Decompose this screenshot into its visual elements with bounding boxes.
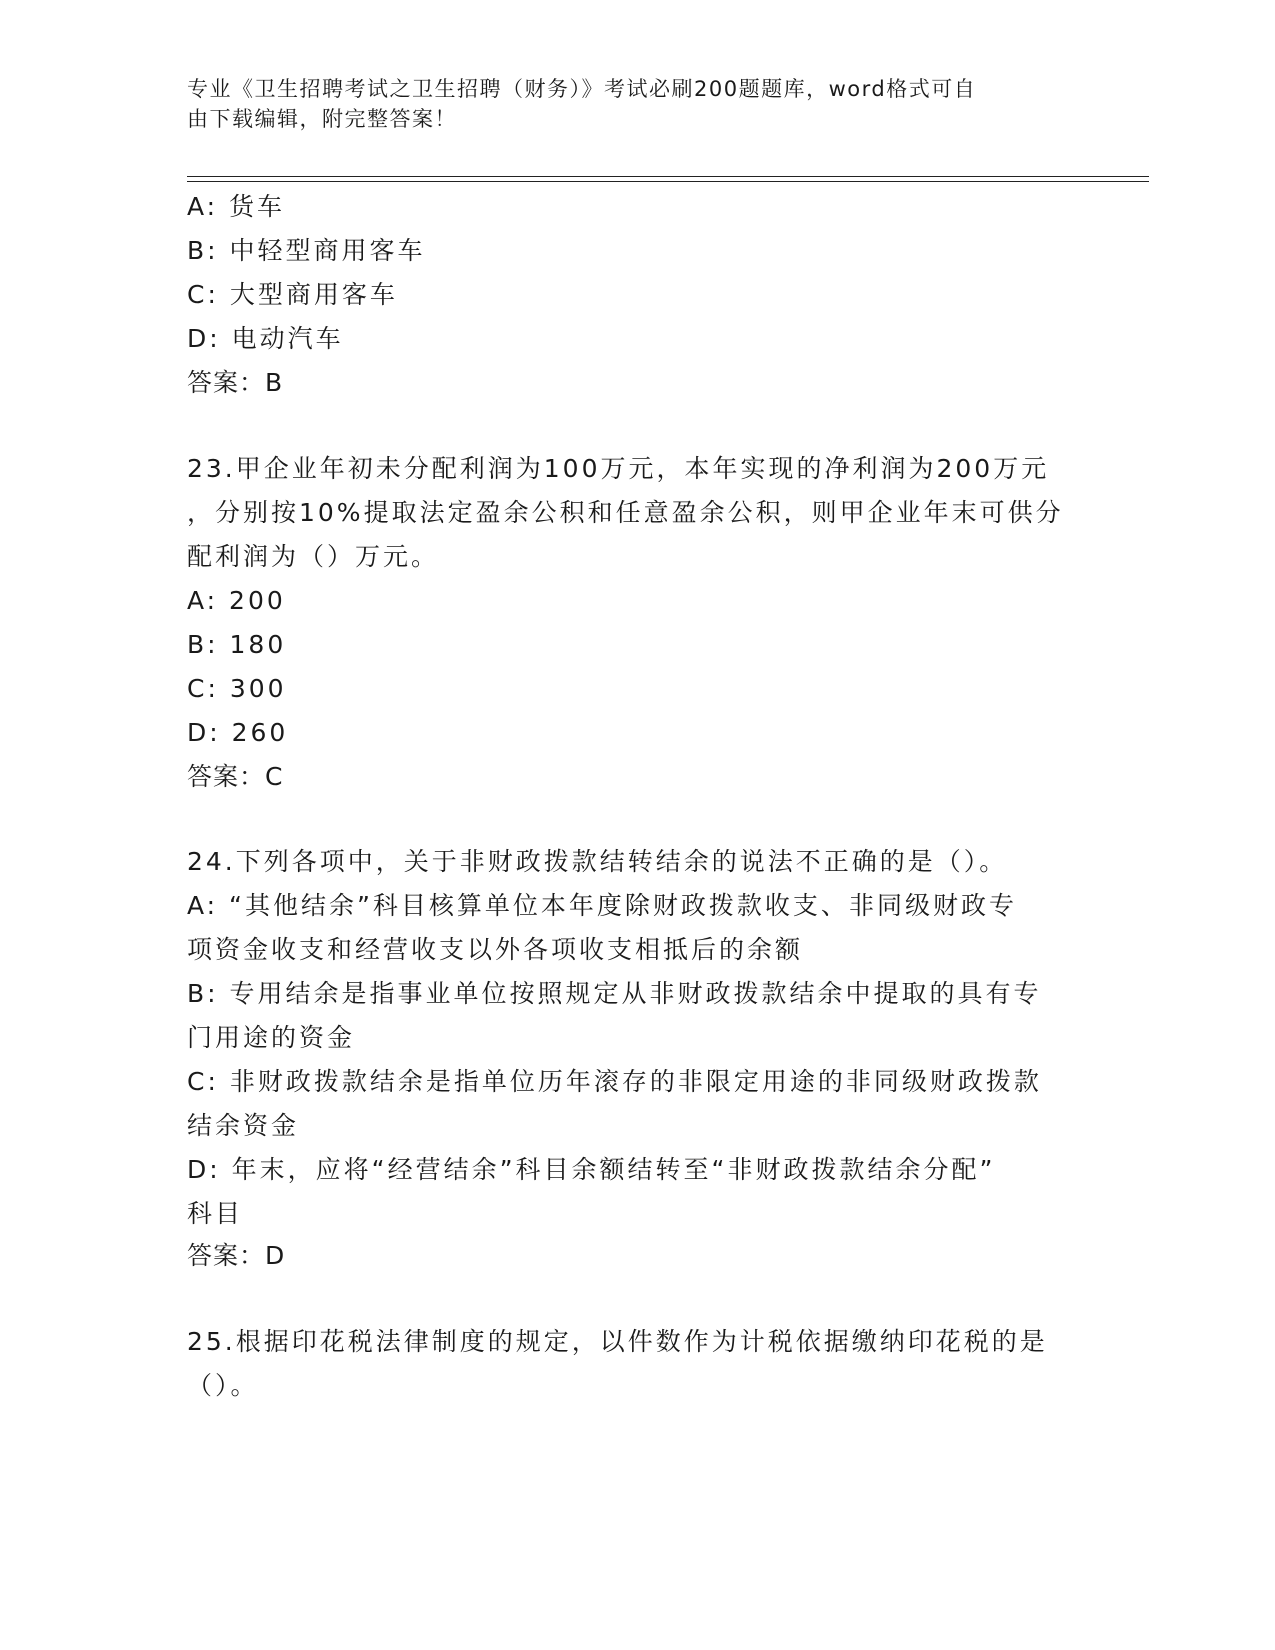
q22-option-c: C: 大型商用客车 [187,280,398,309]
q22-answer: 答案：B [187,368,284,397]
q23-stem-line-2: ，分别按10%提取法定盈余公积和任意盈余公积，则甲企业年末可供分 [187,498,1064,527]
document-header [187,74,1067,134]
q22-option-a: A: 货车 [187,192,286,221]
header-line-2: 由下载编辑，附完整答案！ [187,107,457,131]
q23-stem-line-3: 配利润为（）万元。 [187,542,440,571]
q25-stem-line-2: （）。 [187,1371,259,1400]
q25-stem-line-1: 25.根据印花税法律制度的规定，以件数作为计税依据缴纳印花税的是 [187,1327,1048,1356]
q22-option-d: D: 电动汽车 [187,324,344,353]
q24-option-a-line-1: A: “其他结余”科目核算单位本年度除财政拨款收支、非同级财政专 [187,891,1017,920]
q24-option-b-line-2: 门用途的资金 [187,1023,356,1052]
q23-option-b: B: 180 [187,630,287,659]
header-divider-bottom [187,181,1149,182]
q24-stem-line-1: 24.下列各项中，关于非财政拨款结转结余的说法不正确的是（）。 [187,847,1008,876]
q23-option-d: D: 260 [187,718,289,747]
q24-option-c-line-2: 结余资金 [187,1111,300,1140]
q24-answer: 答案：D [187,1241,286,1270]
q24-option-d-line-2: 科目 [187,1199,244,1228]
q22-option-b: B: 中轻型商用客车 [187,236,426,265]
q23-answer: 答案：C [187,762,284,791]
header-divider-top [187,176,1149,177]
q23-option-c: C: 300 [187,674,287,703]
q24-option-a-line-2: 项资金收支和经营收支以外各项收支相抵后的余额 [187,935,804,964]
q24-option-d-line-1: D: 年末，应将“经营结余”科目余额结转至“非财政拨款结余分配” [187,1155,996,1184]
q24-option-b-line-1: B: 专用结余是指事业单位按照规定从非财政拨款结余中提取的具有专 [187,979,1042,1008]
q23-option-a: A: 200 [187,586,286,615]
q23-stem-line-1: 23.甲企业年初未分配利润为100万元，本年实现的净利润为200万元 [187,454,1050,483]
header-line-1: 专业《卫生招聘考试之卫生招聘（财务）》考试必刷200题题库，word格式可自 [187,77,977,101]
q24-option-c-line-1: C: 非财政拨款结余是指单位历年滚存的非限定用途的非同级财政拨款 [187,1067,1042,1096]
